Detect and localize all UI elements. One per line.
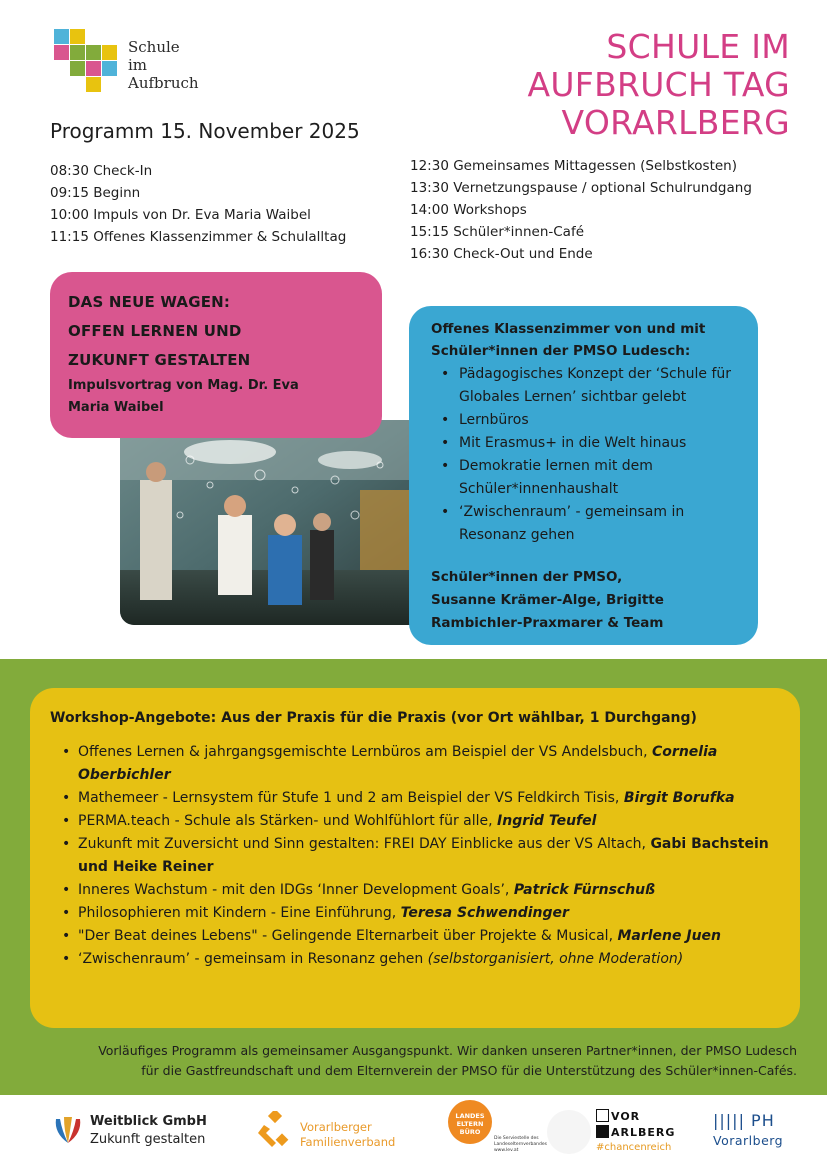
vorarlberg-line: ARLBERG xyxy=(611,1126,676,1139)
logo-grid-icon xyxy=(52,27,118,93)
familienverband-icon xyxy=(256,1111,292,1151)
workshop-item xyxy=(50,833,780,879)
vorarlberg-filled-square-icon xyxy=(596,1125,609,1138)
weitblick-logo xyxy=(52,1111,232,1151)
landeselternverband-logo xyxy=(448,1100,548,1162)
page-title xyxy=(460,28,790,142)
schedule-item: 12:30 Gemeinsames Mittagessen (Selbstkosten) xyxy=(410,158,738,174)
footer-note-line: Vorläufiges Programm als gemeinsamer Ausgangspunkt. Wir danken unseren Partner*innen, der PMSO Ludesch xyxy=(98,1043,797,1058)
schedule-item: 14:00 Workshops xyxy=(410,202,527,218)
workshop-presenter: Patrick Fürnschuß xyxy=(513,882,656,898)
keynote-box xyxy=(50,272,382,438)
workshop-title: "Der Beat deines Lebens" - Gelingende Elternarbeit über Projekte & Musical, xyxy=(78,928,618,944)
open-classroom-team xyxy=(431,566,736,635)
list-item: • Pädagogisches Konzept der ‘Schule für Globales Lernen’ sichtbar gelebt xyxy=(431,363,736,409)
schedule-item: 08:30 Check-In xyxy=(50,163,153,179)
workshop-item xyxy=(50,741,780,787)
vorarlberg-row xyxy=(596,1109,640,1123)
program-heading: Programm 15. November 2025 xyxy=(50,119,360,143)
schedule-item: 10:00 Impuls von Dr. Eva Maria Waibel xyxy=(50,207,311,223)
workshop-item xyxy=(50,787,780,810)
list-item: • Demokratie lernen mit dem Schüler*innenhaushalt xyxy=(431,455,736,501)
schedule-afternoon xyxy=(410,155,752,265)
schedule-item: 11:15 Offenes Klassenzimmer & Schulalltag xyxy=(50,229,347,245)
schedule-morning xyxy=(50,160,346,248)
workshop-presenter: Gabi Bachstein und Heike Reiner xyxy=(78,836,769,875)
vorarlberg-logo xyxy=(596,1109,686,1159)
workshop-box xyxy=(30,688,800,1028)
ph-logo-mark xyxy=(713,1111,775,1130)
open-classroom-heading xyxy=(431,318,736,362)
title-line-1: SCHULE IM xyxy=(606,27,790,66)
logo-text xyxy=(128,38,199,92)
workshop-presenter: Ingrid Teufel xyxy=(497,813,597,829)
schule-im-aufbruch-logo xyxy=(52,27,222,97)
vorarlberg-square-icon xyxy=(596,1109,609,1122)
list-item: • Mit Erasmus+ in die Welt hinaus xyxy=(431,432,736,455)
workshop-title: Mathemeer - Lernsystem für Stufe 1 und 2 am Beispiel der VS Feldkirch Tisis, xyxy=(78,790,624,806)
schedule-item: 15:15 Schüler*innen-Café xyxy=(410,224,585,240)
footer-note xyxy=(30,1041,797,1081)
list-item: • Lernbüros xyxy=(431,409,736,432)
keynote-title-line: OFFEN LERNEN UND xyxy=(68,322,242,340)
familienverband-line: Familienverband xyxy=(300,1135,396,1149)
weitblick-tagline: Zukunft gestalten xyxy=(90,1132,206,1147)
workshop-presenter: Cornelia Oberbichler xyxy=(78,744,718,783)
keynote-title xyxy=(68,288,364,375)
workshop-title: Zukunft mit Zuversicht und Sinn gestalten: FREI DAY Einblicke aus der VS Altach, xyxy=(78,836,651,852)
workshop-item xyxy=(50,948,780,971)
logo-line-1: Schule xyxy=(128,38,180,56)
workshop-item xyxy=(50,810,780,833)
workshop-title: Philosophieren mit Kindern - Eine Einführung, xyxy=(78,905,401,921)
classroom-photo-image xyxy=(120,420,422,625)
open-classroom-heading-line: Schüler*innen der PMSO Ludesch: xyxy=(431,343,691,359)
open-classroom-box xyxy=(409,306,758,645)
team-line: Schüler*innen der PMSO, xyxy=(431,569,623,585)
list-item: • ‘Zwischenraum’ - gemeinsam in Resonanz gehen xyxy=(431,501,736,547)
workshop-note: (selbstorganisiert, ohne Moderation) xyxy=(427,951,684,967)
logo-line-3: Aufbruch xyxy=(128,74,199,92)
workshop-title: ‘Zwischenraum’ - gemeinsam in Resonanz gehen xyxy=(78,951,428,967)
landeselternverband-caption: Die Serviestelle des Landeselternverbandes www.lev.at xyxy=(494,1136,547,1153)
workshop-title: PERMA.teach - Schule als Stärken- und Wohlfühlort für alle, xyxy=(78,813,498,829)
ph-main: PH xyxy=(751,1111,775,1130)
title-line-2: AUFBRUCH TAG xyxy=(527,65,790,104)
workshop-heading: Workshop-Angebote: Aus der Praxis für die Praxis (vor Ort wählbar, 1 Durchgang) xyxy=(50,710,697,726)
classroom-photo xyxy=(120,420,422,625)
workshop-item xyxy=(50,879,780,902)
keynote-subtitle-line: Impulsvortrag von Mag. Dr. Eva xyxy=(68,378,299,393)
workshop-item xyxy=(50,902,780,925)
vorarlberg-hashtag: #chancenreich xyxy=(596,1142,672,1153)
team-line: Rambichler-Praxmarer & Team xyxy=(431,615,664,631)
footer-note-line: für die Gastfreundschaft und dem Elternverein der PMSO für die Unterstützung des Schüler*innen-Cafés. xyxy=(141,1063,797,1078)
partner-logos xyxy=(0,1095,827,1169)
workshop-title: Offenes Lernen & jahrgangsgemischte Lernbüros am Beispiel der VS Andelsbuch, xyxy=(78,744,653,760)
keynote-title-line: ZUKUNFT GESTALTEN xyxy=(68,351,251,369)
keynote-subtitle xyxy=(68,375,364,419)
familienverband-line: Vorarlberger xyxy=(300,1120,372,1134)
workshop-presenter: Birgit Borufka xyxy=(623,790,735,806)
workshop-presenter: Marlene Juen xyxy=(617,928,722,944)
familienverband-logo xyxy=(256,1109,416,1153)
keynote-subtitle-line: Maria Waibel xyxy=(68,400,164,415)
team-line: Susanne Krämer-Alge, Brigitte xyxy=(431,592,664,608)
ph-subtitle: Vorarlberg xyxy=(713,1133,784,1148)
schedule-item: 09:15 Beginn xyxy=(50,185,141,201)
landeselternbuero-badge: LANDES ELTERN BÜRO xyxy=(448,1100,492,1144)
schedule-item: 16:30 Check-Out und Ende xyxy=(410,246,593,262)
schedule-item: 13:30 Vernetzungspause / optional Schulrundgang xyxy=(410,180,752,196)
workshop-presenter: Teresa Schwendinger xyxy=(400,905,569,921)
ph-bars-icon: ||||| xyxy=(713,1111,752,1130)
title-line-3: VORARLBERG xyxy=(561,103,790,142)
open-classroom-heading-line: Offenes Klassenzimmer von und mit xyxy=(431,321,706,337)
keynote-title-line: DAS NEUE WAGEN: xyxy=(68,293,231,311)
workshop-title: Inneres Wachstum - mit den IDGs ‘Inner Development Goals’, xyxy=(78,882,514,898)
open-classroom-list xyxy=(431,363,736,547)
vorarlberg-row xyxy=(596,1125,675,1139)
logo-line-2: im xyxy=(128,56,148,74)
ph-vorarlberg-logo xyxy=(713,1109,803,1153)
workshop-list xyxy=(50,741,780,971)
vorarlberg-line: VOR xyxy=(611,1110,641,1123)
workshop-item xyxy=(50,925,780,948)
placeholder-circle-logo xyxy=(547,1110,591,1154)
weitblick-icon xyxy=(52,1113,84,1147)
weitblick-name: Weitblick GmbH xyxy=(90,1114,207,1129)
